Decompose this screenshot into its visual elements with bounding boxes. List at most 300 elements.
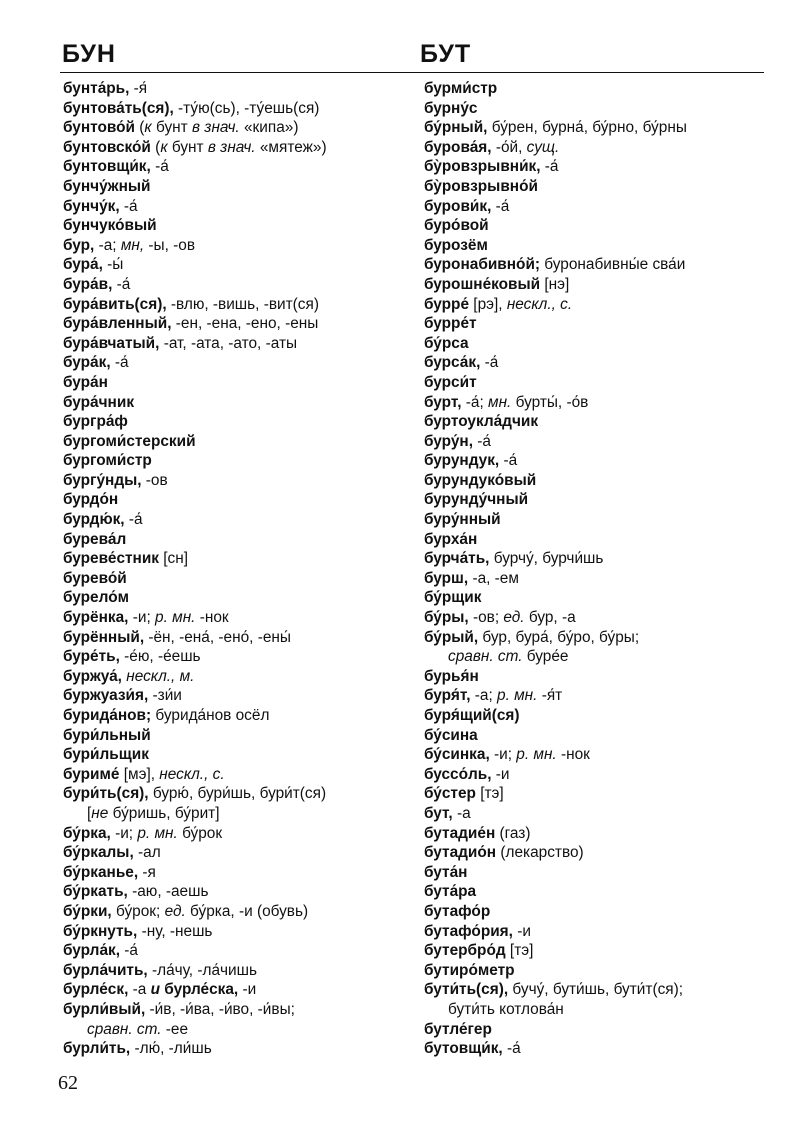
headword: бурело́м	[63, 589, 129, 607]
entry-text: [	[87, 804, 92, 822]
dictionary-entry	[63, 138, 413, 158]
grammar-note: нескл., м.	[126, 667, 195, 685]
grammar-note: р. мн.	[497, 687, 538, 705]
headword: бурли́ть,	[63, 1040, 131, 1058]
headword: бутле́гер	[424, 1020, 492, 1038]
dictionary-entry	[63, 882, 413, 902]
entry-text: буре́е	[522, 648, 569, 666]
headword: бутадие́н	[424, 824, 496, 842]
headword: бунтова́ть(ся),	[63, 99, 174, 117]
headword: бура́вленный,	[63, 315, 172, 333]
entry-text: [рэ],	[469, 295, 507, 313]
entry-text: -ту́ю(сь), -ту́ешь(ся)	[173, 99, 320, 117]
entry-text: -о́й,	[491, 138, 527, 156]
headword: бургу́нды,	[63, 471, 142, 489]
grammar-note: мн,	[120, 236, 145, 254]
entry-text: бучу́, бути́шь, бути́т(ся);	[508, 981, 683, 999]
entry-text: -ну, -нешь	[137, 922, 213, 940]
dictionary-entry	[424, 941, 774, 961]
headword: бурча́ть,	[424, 550, 490, 568]
dictionary-entry	[63, 79, 413, 99]
headword: буртоукла́дчик	[424, 413, 539, 431]
entry-continuation	[63, 1020, 413, 1040]
headword: бу́рканье,	[63, 863, 139, 881]
headword: бут,	[424, 804, 453, 822]
entry-text: буронабивны́е сва́и	[540, 256, 686, 274]
dictionary-entry	[424, 471, 774, 491]
dictionary-entry	[63, 236, 413, 256]
headword: бурле́ска,	[160, 981, 239, 999]
dictionary-entry	[63, 118, 413, 138]
dictionary-entry	[424, 863, 774, 883]
headword: бурундуко́вый	[424, 471, 537, 489]
dictionary-entry	[424, 275, 774, 295]
headword: бунтовско́й	[63, 138, 151, 156]
entry-text: -лю́, -ли́шь	[130, 1040, 212, 1058]
headword: буру́нный	[424, 511, 501, 529]
headword: буржуази́я,	[63, 687, 149, 705]
entry-text: бунт	[151, 119, 192, 137]
headword: бури́льный	[63, 726, 151, 744]
dictionary-entry	[63, 471, 413, 491]
headword: бунтово́й	[63, 119, 136, 137]
dictionary-entry	[63, 588, 413, 608]
entry-text: -а	[452, 804, 471, 822]
entry-text: -ов	[141, 471, 168, 489]
entry-text: -ал	[133, 844, 161, 862]
headword: буру́н,	[424, 432, 473, 450]
headword: бунтовщи́к,	[63, 158, 151, 176]
dictionary-entry	[63, 922, 413, 942]
entry-text: -а́	[110, 354, 129, 372]
headword: бурт,	[424, 393, 462, 411]
dictionary-entry	[424, 530, 774, 550]
entry-text: -е́ю, -е́ешь	[119, 648, 201, 666]
dictionary-entry	[424, 373, 774, 393]
entry-text: -ла́чу, -ла́чишь	[147, 961, 257, 979]
headword: бура́вчатый,	[63, 334, 160, 352]
headword: бу́синка,	[424, 746, 490, 764]
entry-text: -и	[491, 765, 510, 783]
dictionary-entry	[63, 941, 413, 961]
entry-text: -ы́	[102, 256, 124, 274]
headword: бурле́ск,	[63, 981, 129, 999]
right-column	[424, 79, 774, 1059]
dictionary-entry	[63, 99, 413, 119]
headword: бура́вить(ся),	[63, 295, 167, 313]
dictionary-entry	[424, 177, 774, 197]
dictionary-entry	[424, 765, 774, 785]
entry-text: -ее	[161, 1020, 189, 1038]
grammar-note: к	[160, 138, 168, 156]
entry-text: -нок	[195, 609, 229, 627]
dictionary-entry	[63, 197, 413, 217]
dictionary-entry	[63, 843, 413, 863]
dictionary-entry	[424, 843, 774, 863]
right-guide-word: БУТ	[420, 40, 472, 68]
headword: бурли́вый,	[63, 1000, 146, 1018]
entry-text: -а́	[150, 158, 169, 176]
dictionary-entry	[63, 393, 413, 413]
dictionary-entry	[424, 216, 774, 236]
entry-text: -и;	[128, 609, 156, 627]
dictionary-entry	[424, 726, 774, 746]
headword: бурошне́ковый	[424, 275, 541, 293]
dictionary-entry	[424, 961, 774, 981]
dictionary-entry	[424, 295, 774, 315]
headword: бура́,	[63, 256, 103, 274]
entry-text: бурчу́, бурчи́шь	[489, 550, 604, 568]
entry-text: [тэ]	[505, 942, 534, 960]
dictionary-entry	[424, 1039, 774, 1059]
dictionary-entry	[424, 255, 774, 275]
entry-text: бунт	[167, 138, 208, 156]
headword: бу̀ровзрывно́й	[424, 177, 538, 195]
dictionary-entry	[63, 706, 413, 726]
entry-text: -ен, -ена, -ено, -ены	[171, 315, 319, 333]
dictionary-entry	[424, 451, 774, 471]
entry-text: [нэ]	[540, 275, 570, 293]
grammar-note: нескл., с.	[506, 295, 573, 313]
dictionary-entry	[63, 1000, 413, 1020]
grammar-note: нескл., с.	[159, 765, 225, 783]
dictionary-entry	[63, 569, 413, 589]
entry-text: бурида́нов осёл	[151, 707, 270, 724]
left-column	[63, 79, 413, 1059]
headword: бу́сина	[424, 726, 478, 744]
grammar-note: к	[144, 119, 152, 137]
headword: бунта́рь,	[63, 80, 130, 97]
dictionary-entry	[63, 765, 413, 785]
entry-text: [тэ]	[475, 785, 504, 803]
headword: бура́чник	[63, 393, 135, 411]
headword: бунчу́к,	[63, 197, 120, 215]
entry-text: бу́рок;	[111, 902, 165, 920]
headword: бурдо́н	[63, 491, 119, 509]
entry-text: [мэ],	[119, 765, 160, 783]
dictionary-entry	[63, 824, 413, 844]
dictionary-entry	[63, 980, 413, 1000]
entry-text: бур, -а	[524, 609, 576, 627]
grammar-note: мн.	[488, 393, 512, 411]
dictionary-entry	[424, 804, 774, 824]
page-number: 62	[58, 1072, 78, 1094]
entry-text: -и;	[489, 746, 517, 764]
entry-text: -я́т	[537, 687, 563, 705]
grammar-note: сравн. ст.	[87, 1020, 162, 1038]
entry-text: -а́	[119, 197, 138, 215]
headword: и	[150, 981, 161, 999]
dictionary-entry	[63, 255, 413, 275]
grammar-note: в знач.	[191, 119, 240, 137]
entry-text: бути́ть котлова́н	[448, 1000, 564, 1018]
entry-text: -а	[128, 981, 151, 999]
dictionary-entry	[424, 138, 774, 158]
headword: бурова́я,	[424, 138, 492, 156]
headword: бурови́к,	[424, 197, 492, 215]
headword: бурла́к,	[63, 942, 120, 960]
headword: бу́ры,	[424, 609, 469, 627]
entry-text: «кипа»)	[239, 119, 299, 137]
entry-text: -а́	[112, 275, 131, 293]
headword: бурш,	[424, 569, 469, 587]
dictionary-entry	[63, 961, 413, 981]
headword: бурми́стр	[424, 80, 498, 97]
headword: бу́рки,	[63, 902, 112, 920]
headword: бу́ркнуть,	[63, 922, 138, 940]
dictionary-entry	[424, 922, 774, 942]
entry-text: -а́	[491, 197, 510, 215]
dictionary-entry	[424, 706, 774, 726]
entry-text: -а, -ем	[468, 569, 519, 587]
entry-text: бу́рен, бурна́, бу́рно, бу́рны	[487, 119, 687, 137]
headword: бутафо́рия,	[424, 922, 513, 940]
dictionary-entry	[424, 510, 774, 530]
entry-text: бу́рок	[177, 824, 223, 842]
dictionary-entry	[63, 863, 413, 883]
headword: бутиро́метр	[424, 961, 515, 979]
dictionary-entry	[424, 824, 774, 844]
headword: бурха́н	[424, 530, 478, 548]
headword: бургоми́стр	[63, 452, 152, 470]
entry-text: (лекарство)	[496, 844, 584, 862]
dictionary-entry	[424, 197, 774, 217]
headword: буреве́стник	[63, 550, 159, 568]
entry-text: бу́рка, -и (обувь)	[185, 902, 309, 920]
headword: бурундук,	[424, 452, 500, 470]
entry-text: -а;	[470, 687, 498, 705]
dictionary-entry	[63, 510, 413, 530]
entry-text: -ён, -ена́, -ено́, -ены́	[144, 628, 291, 646]
dictionary-entry	[424, 432, 774, 452]
headword: бурну́с	[424, 99, 478, 117]
dictionary-entry	[63, 686, 413, 706]
headword: бурдю́к,	[63, 511, 125, 529]
headword: бутафо́р	[424, 902, 491, 920]
dictionary-entry	[424, 79, 774, 99]
grammar-note: сравн. ст.	[448, 648, 523, 666]
grammar-note: ед.	[503, 609, 525, 627]
entry-text: -а́	[502, 1040, 521, 1058]
dictionary-entry	[63, 902, 413, 922]
headword: бурла́чить,	[63, 961, 148, 979]
entry-continuation	[63, 804, 413, 824]
headword: бу̀ровзрывни́к,	[424, 158, 541, 176]
entry-text: [сн]	[159, 550, 189, 568]
headword: бургоми́стерский	[63, 432, 196, 450]
entry-text: бур, бура́, бу́ро, бу́ры;	[478, 628, 640, 646]
dictionary-entry	[63, 745, 413, 765]
dictionary-entry	[424, 902, 774, 922]
entry-text: -аю, -аешь	[127, 883, 209, 901]
dictionary-entry	[63, 647, 413, 667]
dictionary-entry	[63, 157, 413, 177]
entry-text: -я	[138, 863, 156, 881]
headword: бура́н	[63, 373, 108, 391]
dictionary-entry	[424, 667, 774, 687]
dictionary-entry	[63, 373, 413, 393]
entry-text: -я́	[129, 80, 148, 97]
dictionary-entry	[63, 726, 413, 746]
dictionary-entry	[63, 295, 413, 315]
dictionary-entry	[424, 99, 774, 119]
dictionary-entry	[424, 980, 774, 1000]
entry-text: -а;	[94, 236, 121, 254]
headword: бу́ркалы,	[63, 844, 134, 862]
dictionary-entry	[63, 314, 413, 334]
headword: бурида́нов;	[63, 707, 152, 724]
entry-text: бурты́, -о́в	[511, 393, 589, 411]
headword: бу́рщик	[424, 589, 482, 607]
entry-text: -и́в, -и́ва, -и́во, -и́вы;	[145, 1000, 295, 1018]
headword: бурунду́чный	[424, 491, 529, 509]
dictionary-entry	[424, 236, 774, 256]
grammar-note: в знач.	[207, 138, 256, 156]
dictionary-entry	[63, 530, 413, 550]
headword: бутовщи́к,	[424, 1040, 503, 1058]
headword: бургра́ф	[63, 413, 128, 431]
dictionary-entry	[63, 667, 413, 687]
headword: бурья́н	[424, 667, 479, 685]
left-guide-word: БУН	[62, 40, 116, 68]
dictionary-entry	[424, 1020, 774, 1040]
dictionary-entry	[63, 334, 413, 354]
dictionary-entry	[424, 314, 774, 334]
entry-text: -а́	[540, 158, 559, 176]
entry-text: бурю́, бури́шь, бури́т(ся)	[148, 785, 327, 803]
dictionary-entry	[424, 608, 774, 628]
headword: бурёнка,	[63, 609, 129, 627]
headword: бутадио́н	[424, 844, 497, 862]
dictionary-entry	[63, 216, 413, 236]
headword: бурси́т	[424, 373, 477, 391]
dictionary-entry	[424, 490, 774, 510]
headword: буронабивно́й;	[424, 256, 541, 274]
headword: бурева́л	[63, 530, 127, 548]
dictionary-entry	[424, 353, 774, 373]
headword: бури́льщик	[63, 746, 149, 764]
headword: буссо́ль,	[424, 765, 492, 783]
headword: буре́ть,	[63, 648, 120, 666]
headword: буря́щий(ся)	[424, 707, 520, 724]
dictionary-entry	[424, 334, 774, 354]
headword: бурево́й	[63, 569, 127, 587]
headword: бу́ркать,	[63, 883, 128, 901]
entry-text: -и	[512, 922, 531, 940]
dictionary-entry	[424, 784, 774, 804]
entry-text: -ов;	[468, 609, 504, 627]
headword: бурса́к,	[424, 354, 481, 372]
grammar-note: не	[91, 804, 109, 822]
entry-text: -нок	[556, 746, 590, 764]
grammar-note: р. мн.	[137, 824, 178, 842]
dictionary-entry	[424, 157, 774, 177]
headword: бута́н	[424, 863, 468, 881]
headword: буря́т,	[424, 687, 471, 705]
dictionary-entry	[424, 745, 774, 765]
dictionary-entry	[424, 628, 774, 648]
dictionary-entry	[63, 177, 413, 197]
headword: бутербро́д	[424, 942, 506, 960]
headword: бунчу́жный	[63, 177, 151, 195]
dictionary-entry	[63, 1039, 413, 1059]
dictionary-entry	[63, 608, 413, 628]
entry-text: -а́	[499, 452, 518, 470]
dictionary-entry	[63, 549, 413, 569]
entry-text: (	[135, 119, 145, 137]
headword: бур,	[63, 236, 95, 254]
dictionary-entry	[63, 451, 413, 471]
entry-text: -и;	[110, 824, 138, 842]
headword: бу́рса	[424, 334, 469, 352]
headword: бурре́т	[424, 315, 477, 333]
grammar-note: сущ.	[526, 138, 560, 156]
headword: бури́ть(ся),	[63, 785, 149, 803]
headword: бу́стер	[424, 785, 476, 803]
entry-text: -влю, -вишь, -вит(ся)	[166, 295, 319, 313]
headword: бурре́	[424, 295, 470, 313]
entry-text: -ы, -ов	[144, 236, 196, 254]
headword: буржуа́,	[63, 667, 122, 685]
dictionary-entry	[424, 588, 774, 608]
dictionary-entry	[63, 432, 413, 452]
entry-text: -ат, -ата, -ато, -аты	[159, 334, 298, 352]
headword: бунчуко́вый	[63, 217, 157, 235]
entry-text: -а́	[120, 942, 138, 960]
entry-text: «мятеж»)	[255, 138, 327, 156]
headword: буриме́	[63, 765, 120, 783]
dictionary-entry	[424, 393, 774, 413]
headword: бурозём	[424, 236, 488, 254]
grammar-note: ед.	[164, 902, 186, 920]
entry-text: -а́	[473, 432, 491, 450]
grammar-note: р. мн.	[155, 609, 196, 627]
entry-text: -а́	[480, 354, 499, 372]
dictionary-entry	[424, 686, 774, 706]
entry-text: -а́	[124, 511, 143, 529]
entry-text: -зи́и	[148, 687, 182, 705]
entry-continuation	[424, 1000, 774, 1020]
dictionary-entry	[424, 412, 774, 432]
headword: бу́рный,	[424, 119, 488, 137]
dictionary-entry	[63, 628, 413, 648]
dictionary-entry	[63, 275, 413, 295]
headword: бу́рка,	[63, 824, 111, 842]
grammar-note: р. мн.	[516, 746, 557, 764]
entry-text: (	[150, 138, 161, 156]
dictionary-entry	[63, 412, 413, 432]
entry-text: -и	[238, 981, 257, 999]
headword: бути́ть(ся),	[424, 981, 509, 999]
dictionary-entry	[424, 882, 774, 902]
headword: бура́к,	[63, 354, 111, 372]
dictionary-entry	[63, 490, 413, 510]
headword: бу́рый,	[424, 628, 479, 646]
dictionary-entry	[424, 549, 774, 569]
dictionary-entry	[63, 784, 413, 804]
headword: бура́в,	[63, 275, 113, 293]
headword: бурённый,	[63, 628, 145, 646]
entry-text: (газ)	[495, 824, 531, 842]
entry-text: -а́;	[461, 393, 489, 411]
dictionary-entry	[63, 353, 413, 373]
dictionary-entry	[424, 118, 774, 138]
running-header	[60, 36, 764, 73]
dictionary-entry	[424, 569, 774, 589]
headword: бута́ра	[424, 883, 477, 901]
entry-continuation	[424, 647, 774, 667]
entry-text: бу́ришь, бу́рит]	[108, 804, 220, 822]
